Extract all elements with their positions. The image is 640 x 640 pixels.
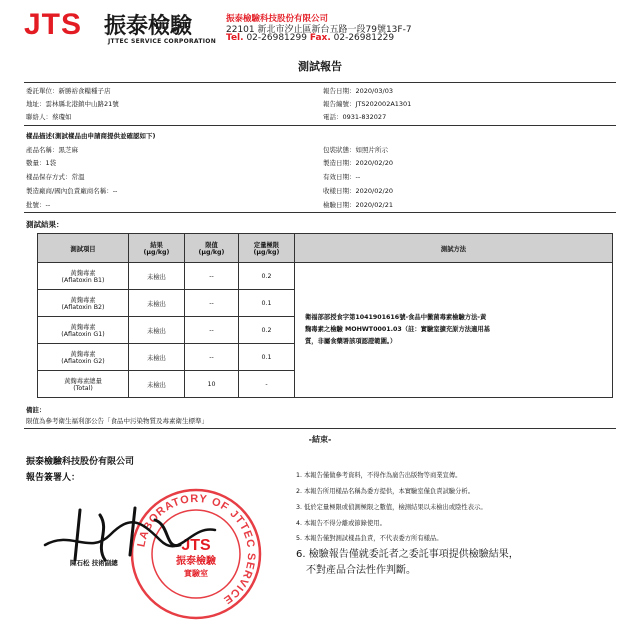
divider xyxy=(24,212,616,213)
cell-limit: 10 xyxy=(185,371,239,398)
cell-item: 黃麴毒素總量 (Total) xyxy=(38,371,129,398)
sample-quantity: 數量：1袋 xyxy=(26,159,57,167)
end-mark: -結束- xyxy=(308,435,332,444)
manufacturer: 製造廠商/國內負責廠商名稱：-- xyxy=(26,187,118,195)
cell-limit: -- xyxy=(185,290,239,317)
fax-number: 02-26981229 xyxy=(333,33,395,43)
brand-name-en: JTTEC SERVICE CORPORATION xyxy=(108,38,217,45)
table-header-row xyxy=(38,234,613,263)
note-6: 6. 檢驗報告僅就委託者之委託事項提供檢驗結果， xyxy=(296,549,519,560)
expiry-date: 有效日期：-- xyxy=(323,173,361,181)
remarks-text: 限值為參考衛生福利部公告「食品中污染物質及毒素衛生標準」 xyxy=(26,417,208,425)
cell-result: 未檢出 xyxy=(129,371,185,398)
note-4: 4. 本報告不得分離或節錄使用。 xyxy=(296,520,386,527)
cell-loq: - xyxy=(239,371,295,398)
test-date: 檢驗日期：2020/02/21 xyxy=(323,201,393,209)
client-address: 地址：雲林縣北港鎮中山路21號 xyxy=(26,100,119,108)
divider xyxy=(24,82,616,83)
cell-item: 黃麴毒素 (Aflatoxin B1) xyxy=(38,263,129,290)
stamp-logo: JTS xyxy=(181,537,211,554)
product-name: 產品名稱：黑芝麻 xyxy=(26,146,78,154)
signer-name: 陳石松 技術副總 xyxy=(70,559,118,567)
report-number: 報告編號：JTS202002A1301 xyxy=(323,100,412,108)
package-status: 包裝狀態：如照片所示 xyxy=(323,146,388,154)
handwritten-signature xyxy=(40,500,220,570)
report-date: 報告日期：2020/03/03 xyxy=(323,87,393,95)
col-result: 結果 (μg/kg) xyxy=(129,234,185,263)
cell-limit: -- xyxy=(185,263,239,290)
cell-loq: 0.2 xyxy=(239,263,295,290)
manufacture-date: 製造日期：2020/02/20 xyxy=(323,159,393,167)
client-contact: 聯絡人：蔡瓊如 xyxy=(26,113,72,121)
divider xyxy=(24,428,616,429)
remarks-label: 備註： xyxy=(26,406,46,414)
cell-method: 衛福部部授食字第1041901616號-食品中黴菌毒素檢驗方法-黃 麴毒素之檢驗 MOHWT0001.03（註：實驗室擴充原方法適用基 質，非屬食藥署該項認證範圍。） xyxy=(295,263,613,398)
cell-result: 未檢出 xyxy=(129,317,185,344)
cell-item: 黃麴毒素 (Aflatoxin B2) xyxy=(38,290,129,317)
cell-result: 未檢出 xyxy=(129,263,185,290)
cell-item: 黃麴毒素 (Aflatoxin G2) xyxy=(38,344,129,371)
note-1: 1. 本報告僅做參考資料，不得作為廣告出版物等商業宣傳。 xyxy=(296,472,462,479)
col-test-item: 測試項目 xyxy=(38,234,129,263)
tel-number: 02-26981299 xyxy=(246,33,307,43)
cell-result: 未檢出 xyxy=(129,344,185,371)
note-3: 3. 低於定量極限或偵測極限之數值，檢測結果以未檢出或陰性表示。 xyxy=(296,504,487,511)
page-title: 測試報告 xyxy=(298,60,342,73)
cell-loq: 0.1 xyxy=(239,344,295,371)
cell-limit: -- xyxy=(185,317,239,344)
results-table xyxy=(37,233,613,398)
col-limit: 限值 (μg/kg) xyxy=(185,234,239,263)
cell-loq: 0.2 xyxy=(239,317,295,344)
divider xyxy=(24,125,616,126)
sample-description: 樣品描述(測試樣品由申請商提供並確認如下) xyxy=(26,132,156,140)
received-date: 收樣日期：2020/02/20 xyxy=(323,187,393,195)
stamp-line1: 振泰檢驗 xyxy=(176,556,216,567)
table-row xyxy=(38,263,613,290)
col-method: 測試方法 xyxy=(295,234,613,263)
col-loq: 定量極限 (μg/kg) xyxy=(239,234,295,263)
company-address: 22101 新北市汐止區新台五路一段79號13F-7 xyxy=(226,25,412,35)
cell-limit: -- xyxy=(185,344,239,371)
brand-name-cn: 振泰檢驗 xyxy=(104,14,193,39)
tel-label: Tel. xyxy=(226,33,244,43)
storage-method: 樣品保存方式：常溫 xyxy=(26,173,85,181)
fax-label: Fax. xyxy=(309,33,331,43)
stamp-ring-text: LABORATORY OF JTTEC SERVICE xyxy=(135,492,258,607)
signer-label: 報告簽署人： xyxy=(26,473,81,483)
signature-company: 振泰檢驗科技股份有限公司 xyxy=(26,457,135,467)
batch-number: 批號：-- xyxy=(26,201,51,209)
cell-loq: 0.1 xyxy=(239,290,295,317)
note-2: 2. 本報告所用樣品名稱為委方提供，本實驗室僅負責試驗分析。 xyxy=(296,488,475,495)
cell-result: 未檢出 xyxy=(129,290,185,317)
client-unit: 委託單位：新勝裕食糧種子店 xyxy=(26,87,111,95)
company-name: 振泰檢驗科技股份有限公司 xyxy=(226,14,329,24)
note-5: 5. 本報告僅對測試樣品負責，不代表委方所有樣品。 xyxy=(296,535,443,542)
stamp-line2: 實驗室 xyxy=(184,569,208,578)
client-phone: 電話：0931-832027 xyxy=(323,113,387,121)
company-contact xyxy=(226,33,394,43)
note-6-cont: 不對產品合法性作判斷。 xyxy=(306,565,416,576)
results-label: 測試結果： xyxy=(26,220,64,229)
cell-item: 黃麴毒素 (Aflatoxin G1) xyxy=(38,317,129,344)
company-logo: JTS xyxy=(24,8,83,41)
